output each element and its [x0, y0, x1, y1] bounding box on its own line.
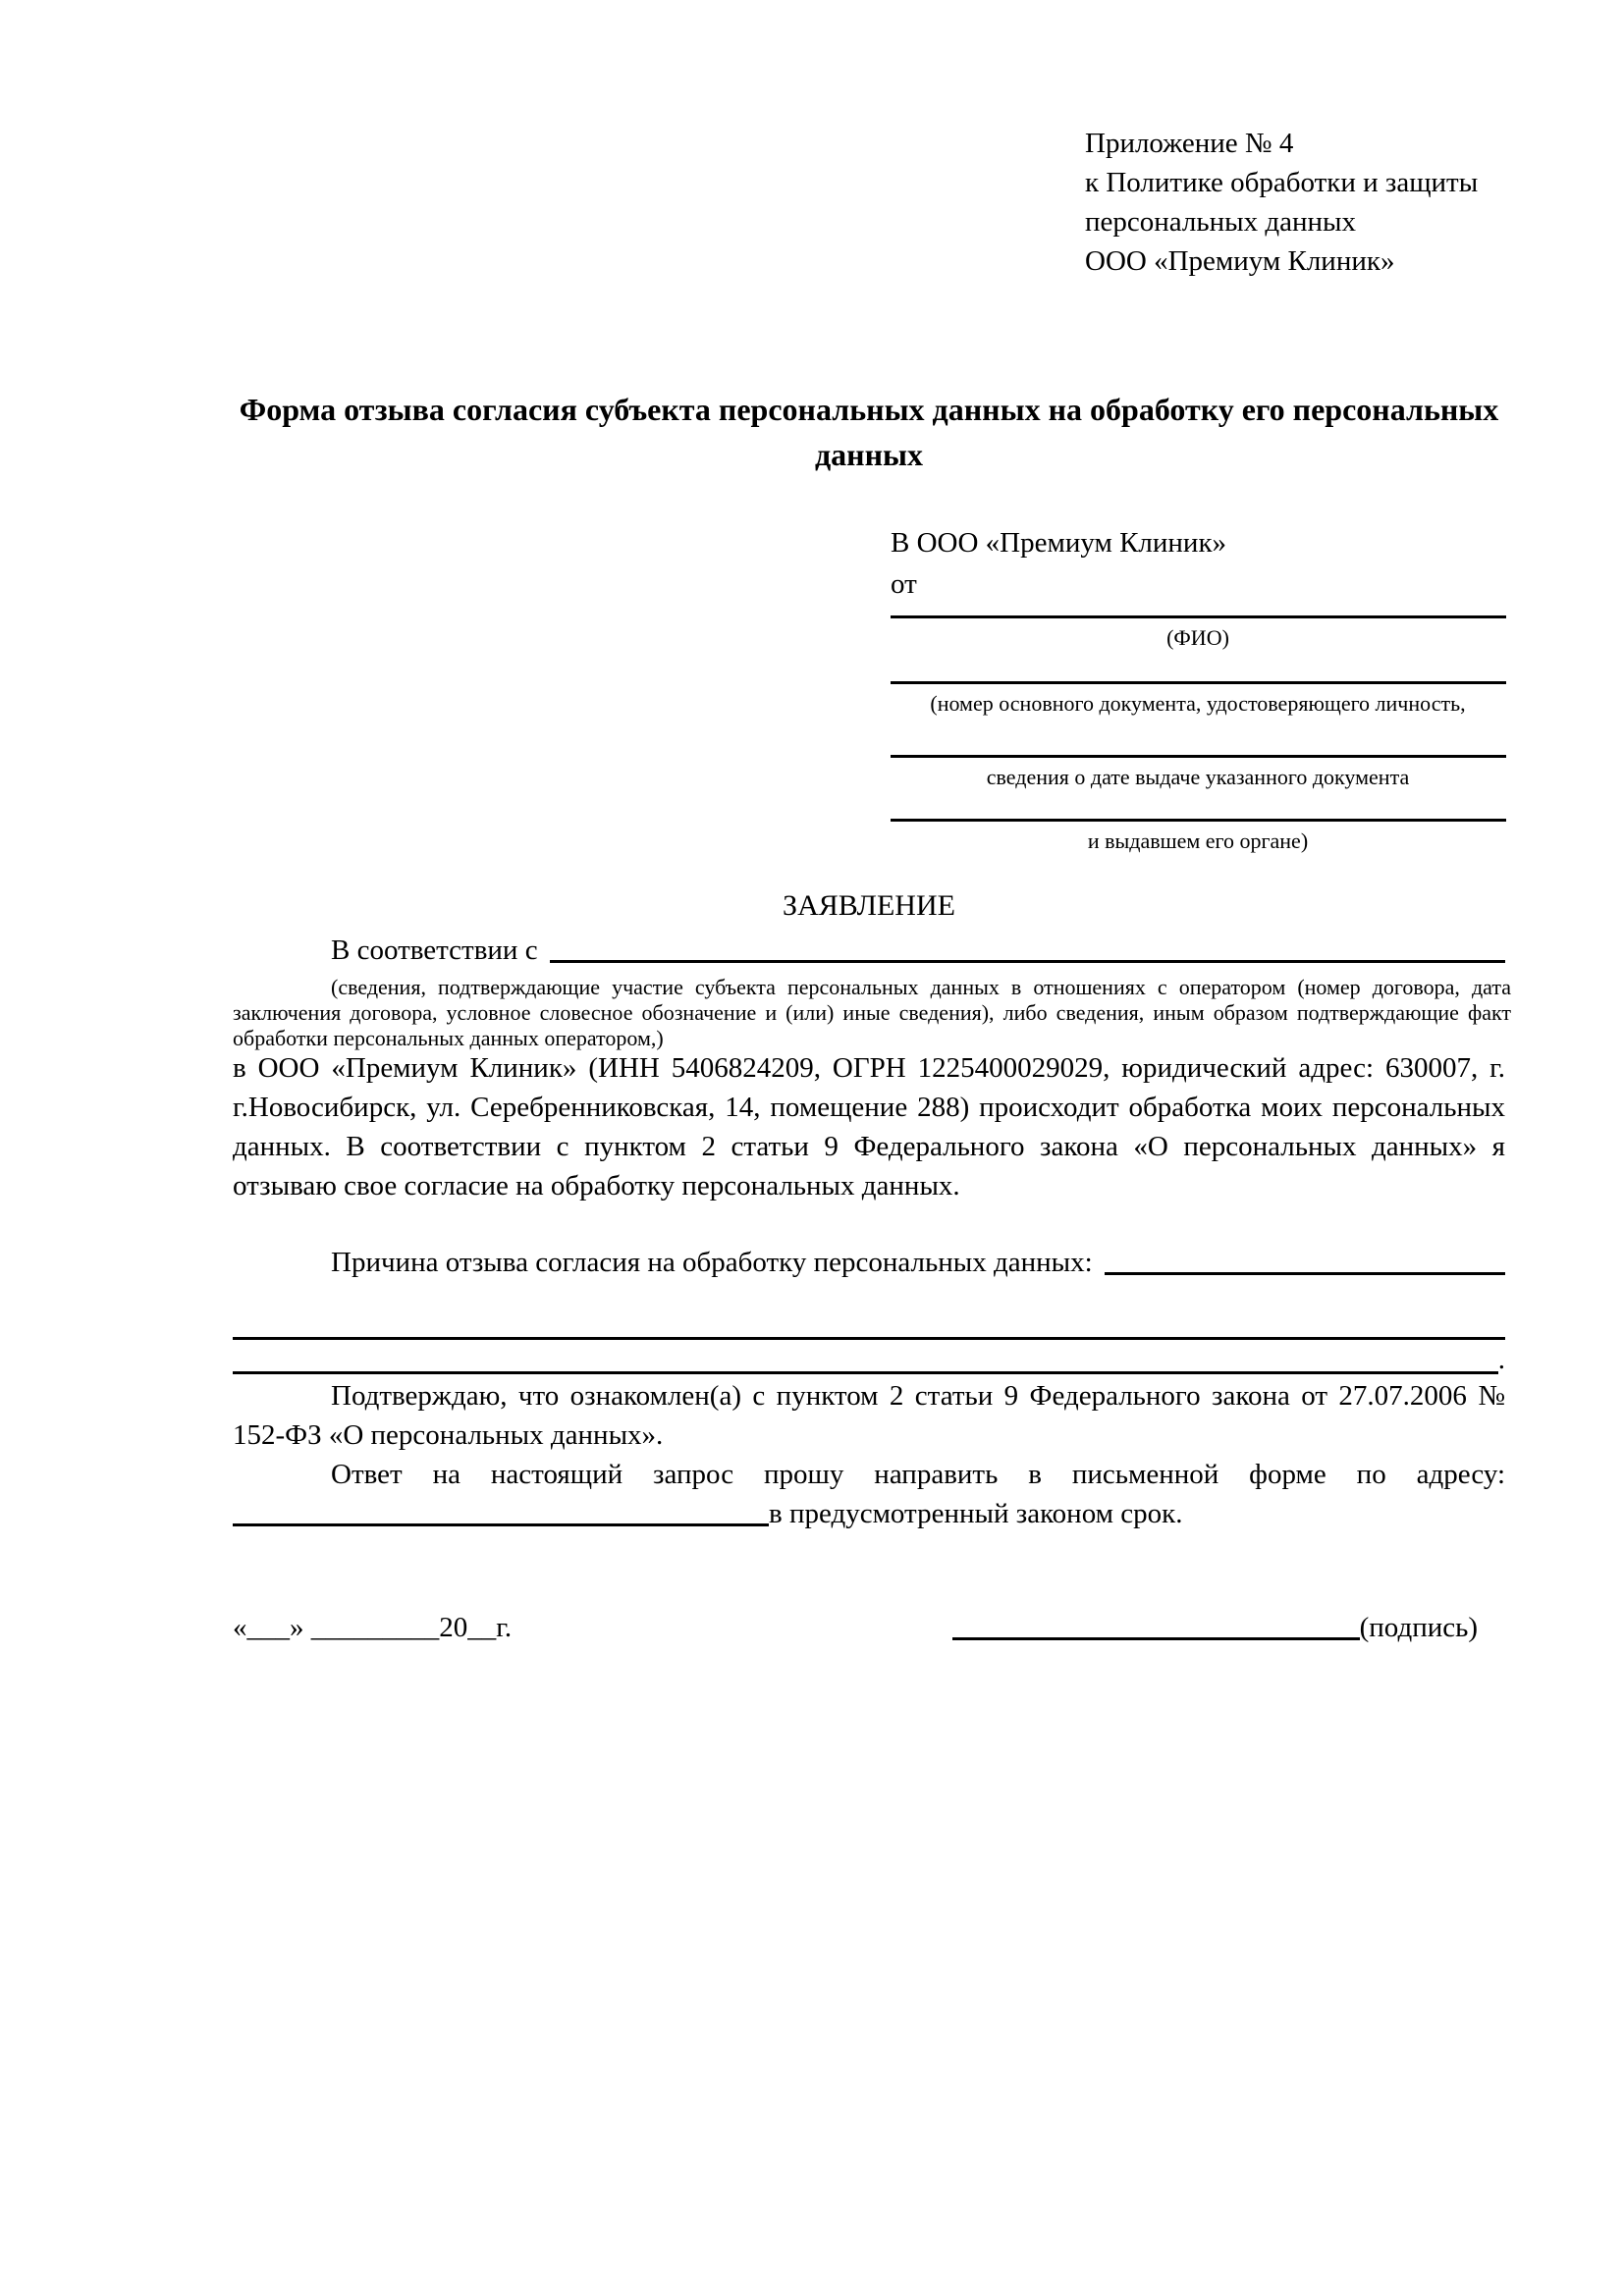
reason-terminator: .: [1497, 1344, 1505, 1375]
document-number-blank-line: [891, 681, 1506, 684]
appendix-line: персональных данных: [1085, 206, 1357, 238]
date-blank: «___» _________20__г.: [233, 1612, 513, 1643]
reason-continuation-line-2: [233, 1342, 1505, 1374]
appendix-line: Приложение № 4: [1085, 128, 1294, 159]
reason-continuation-blank: [233, 1371, 1498, 1374]
appendix-line: ООО «Премиум Клиник»: [1085, 245, 1395, 277]
statement-heading: ЗАЯВЛЕНИЕ: [783, 889, 955, 922]
document-issue-date-caption: сведения о дате выдаче указанного документа: [986, 765, 1410, 789]
reply-suffix: в предусмотренный законом срок.: [769, 1498, 1183, 1529]
reply-address-row: [233, 1494, 1505, 1533]
reason-continuation-line-1: [233, 1337, 1505, 1340]
explanatory-note: (сведения, подтверждающие участие субъекта персональных данных в отношениях с оператором (номер договора, дата заключения договора, условное словесное обозначение и (или) иные сведения), либо сведения, иным образом подтверждающие факт обработки персональных данных оператором,): [233, 975, 1511, 1050]
signature-blank-line: [952, 1637, 1360, 1640]
signature-caption: (подпись): [1359, 1612, 1478, 1643]
fio-blank-line: [891, 615, 1506, 618]
appendix-line: к Политике обработки и защиты: [1085, 167, 1479, 198]
reason-blank-line: [1105, 1272, 1505, 1275]
issuing-authority-caption: и выдавшем его органе): [1087, 828, 1309, 853]
document-issue-date-blank-line: [891, 755, 1506, 758]
reason-label: Причина отзыва согласия на обработку персональных данных:: [331, 1247, 1093, 1278]
intro-prefix: В соответствии с: [331, 934, 538, 966]
appendix-note: [1085, 124, 1478, 281]
reply-request-paragraph: Ответ на настоящий запрос прошу направить в письменной форме по адресу:: [331, 1459, 1505, 1490]
fio-caption: (ФИО): [1166, 625, 1229, 650]
addressee-to: В ООО «Премиум Клиник»: [891, 527, 1227, 559]
reply-address-blank-line: [233, 1523, 769, 1526]
confirmation-paragraph: Подтверждаю, что ознакомлен(а) с пунктом 2 статьи 9 Федерального закона от 27.07.2006 № 152-ФЗ «О персональных данных».: [233, 1380, 1505, 1451]
form-title: Форма отзыва согласия субъекта персональных данных на обработку его персональных данных: [239, 392, 1499, 472]
issuing-authority-blank-line: [891, 819, 1506, 822]
statement-body: в ООО «Премиум Клиник» (ИНН 5406824209, ОГРН 1225400029029, юридический адрес: 630007, г. г.Новосибирск, ул. Серебренниковская, 14, помещение 288) происходит обработка моих персональных данных. В соответствии с пунктом 2 статьи 9 Федерального закона «О персональных данных» я отзываю свое согласие на обработку персональных данных.: [233, 1052, 1505, 1201]
signature-group: [952, 1608, 1478, 1647]
document-number-caption: (номер основного документа, удостоверяющего личность,: [930, 691, 1466, 716]
intro-blank-line: [550, 960, 1505, 963]
intro-row: [233, 931, 1505, 970]
reason-row: [233, 1243, 1505, 1282]
addressee-from-label: от: [891, 568, 917, 600]
